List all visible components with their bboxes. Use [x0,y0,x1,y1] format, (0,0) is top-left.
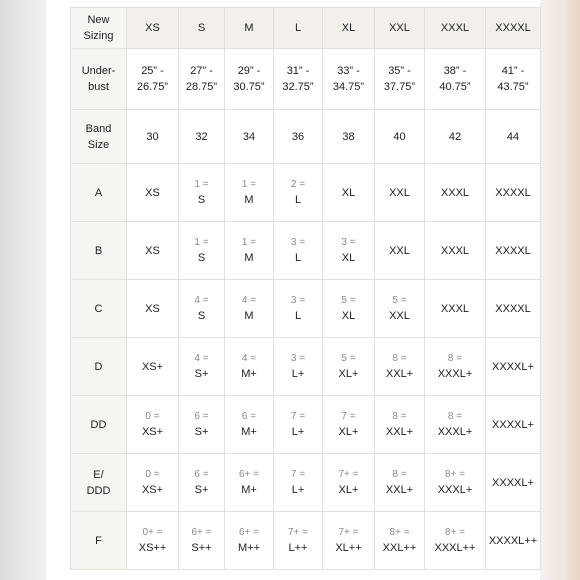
size-cell [225,222,274,280]
sister-size-number: 5 = [341,352,356,364]
size-cell [225,512,274,570]
underbust-cell: 29” - 30.75” [225,49,274,110]
size-cell [375,512,425,570]
size-cell [274,164,323,222]
size-value: XXXXL+ [492,360,534,373]
sister-size-number: 3 = [341,236,356,248]
size-value: S [197,309,206,322]
size-cell [225,396,274,454]
band-size-cell: 40 [375,110,425,164]
size-value: L+ [291,425,305,438]
underbust-row [71,49,541,110]
size-cell [375,454,425,512]
sister-size-number: 6+ = [191,526,212,538]
size-cell [274,222,323,280]
sister-size-number: 7+ = [287,526,309,538]
size-cell [179,222,225,280]
size-value: XXL+ [385,425,414,438]
size-cell [323,222,375,280]
size-value: XXXXL [495,186,531,199]
size-cell [179,280,225,338]
size-value: XS++ [138,541,167,554]
sister-size-number: 6+ = [238,526,260,538]
row-header-band-size: Band Size [71,110,127,164]
size-cell [323,164,375,222]
sister-size-number: 1 = [194,236,209,248]
row-header-new-sizing: New Sizing [71,8,127,49]
cup-label: F [71,512,127,570]
size-cell [225,338,274,396]
background-right [540,0,580,580]
cup-row [71,280,541,338]
sister-size-number: 6+ = [238,468,260,480]
size-cell [274,338,323,396]
cup-row [71,454,541,512]
size-value: M+ [241,367,257,380]
row-header-underbust: Under- bust [71,49,127,110]
sister-size-number: 7 = [290,410,306,422]
size-header: XXXXL [486,8,541,49]
size-value: XXXXL++ [488,534,538,547]
cup-label: B [71,222,127,280]
size-value: XS+ [141,483,164,496]
size-value: XXXL+ [437,483,473,496]
size-value: XXXXL+ [492,418,534,431]
size-value: XXL+ [385,367,414,380]
size-value: S [197,251,206,264]
sister-size-number: 0 = [145,468,160,480]
size-value: M++ [237,541,260,554]
cup-label: DD [71,396,127,454]
size-value: S+ [194,425,209,438]
size-cell [375,396,425,454]
sister-size-number: 4 = [194,294,209,306]
sister-size-number: 8+ = [444,526,466,538]
sister-size-number: 8+ = [389,526,410,538]
size-value: L+ [291,367,305,380]
underbust-cell: 31” - 32.75” [274,49,323,110]
size-cell [225,280,274,338]
size-cell [425,512,486,570]
sister-size-number: 4 = [194,352,209,364]
band-size-cell: 36 [274,110,323,164]
cup-label: E/ DDD [71,454,127,512]
size-cell [486,222,541,280]
header-row [71,8,541,49]
size-cell [486,338,541,396]
sister-size-number: 7+ = [338,468,359,480]
size-value: XL [341,186,356,199]
sister-size-number: 7+ = [338,526,359,538]
size-cell [425,338,486,396]
sister-size-number: 3 = [290,236,306,248]
size-cell [375,280,425,338]
cup-row [71,338,541,396]
size-cell [486,164,541,222]
size-value: XXXXL [495,244,531,257]
sister-size-number: 7 = [290,468,306,480]
size-value: XS [145,244,160,257]
size-value: XL [341,251,356,264]
band-size-cell: 30 [127,110,179,164]
size-cell [127,512,179,570]
size-cell [323,396,375,454]
size-cell [486,512,541,570]
size-cell [425,280,486,338]
underbust-cell: 41” - 43.75” [486,49,541,110]
sister-size-number: 0+ = [142,526,163,538]
size-value: M [244,309,254,322]
size-cell [179,164,225,222]
size-cell [425,222,486,280]
size-cell [274,512,323,570]
size-value: XXXXL+ [492,476,534,489]
size-value: XXL++ [382,541,417,554]
size-cell [179,454,225,512]
size-chart-body [71,8,541,570]
size-cell [486,396,541,454]
underbust-cell: 35” - 37.75” [375,49,425,110]
size-value: XXXL+ [437,367,473,380]
size-value: XS+ [141,360,164,373]
cup-label: A [71,164,127,222]
size-cell [323,512,375,570]
size-value: XXXL+ [437,425,473,438]
size-cell [127,396,179,454]
size-value: XXL+ [385,483,414,496]
size-value: XL++ [335,541,362,554]
size-cell [274,280,323,338]
size-value: XS [145,186,160,199]
sister-size-number: 4 = [241,294,257,306]
size-cell [179,396,225,454]
size-value: S+ [194,367,209,380]
cup-row [71,396,541,454]
size-value: XXXL++ [434,541,476,554]
size-header: XXXL [425,8,486,49]
size-cell [225,164,274,222]
cup-row [71,222,541,280]
size-value: L+ [291,483,305,496]
size-cell [127,222,179,280]
size-value: XXXL [440,302,470,315]
size-value: L [294,193,302,206]
size-cell [323,338,375,396]
size-value: XL+ [338,483,359,496]
sister-size-number: 4 = [241,352,257,364]
size-header: XL [323,8,375,49]
cup-row [71,512,541,570]
size-value: L [294,309,302,322]
size-cell [425,164,486,222]
sister-size-number: 3 = [290,294,306,306]
sister-size-number: 7 = [341,410,356,422]
size-cell [323,454,375,512]
size-cell [127,338,179,396]
sister-size-number: 5 = [392,294,407,306]
band-size-row [71,110,541,164]
size-value: S+ [194,483,209,496]
size-cell [425,396,486,454]
sister-size-number: 1 = [194,178,209,190]
sister-size-number: 0 = [145,410,160,422]
size-chart-table [70,7,541,570]
sister-size-number: 8 = [392,468,407,480]
cup-label: C [71,280,127,338]
size-cell [486,280,541,338]
size-cell [425,454,486,512]
sister-size-number: 5 = [341,294,356,306]
size-header: XS [127,8,179,49]
underbust-cell: 33” - 34.75” [323,49,375,110]
size-value: XXXXL [495,302,531,315]
size-header: S [179,8,225,49]
sister-size-number: 2 = [290,178,306,190]
size-cell [127,280,179,338]
size-value: S++ [191,541,212,554]
size-value: XXXL [440,244,470,257]
size-cell [486,454,541,512]
size-header: XXL [375,8,425,49]
size-value: XXL [389,244,410,257]
cup-label: D [71,338,127,396]
band-size-cell: 32 [179,110,225,164]
size-value: L [294,251,302,264]
size-value: M+ [241,483,257,496]
sister-size-number: 6 = [194,410,209,422]
size-cell [127,454,179,512]
sister-size-number: 8 = [447,352,463,364]
size-value: XL+ [338,425,359,438]
size-cell [127,164,179,222]
size-header: M [225,8,274,49]
size-value: XS+ [141,425,164,438]
sister-size-number: 6 = [241,410,257,422]
sister-size-number: 1 = [241,236,257,248]
sister-size-number: 8 = [447,410,463,422]
band-size-cell: 38 [323,110,375,164]
sister-size-number: 1 = [241,178,257,190]
size-value: M [244,251,254,264]
band-size-cell: 42 [425,110,486,164]
size-header: L [274,8,323,49]
size-value: XL+ [338,367,359,380]
background-left [0,0,48,580]
size-value: L++ [288,541,308,554]
size-value: M+ [241,425,257,438]
band-size-cell: 44 [486,110,541,164]
sister-size-number: 8 = [392,410,407,422]
band-size-cell: 34 [225,110,274,164]
size-value: M [244,193,254,206]
size-cell [274,396,323,454]
sister-size-number: 3 = [290,352,306,364]
underbust-cell: 25” - 26.75” [127,49,179,110]
underbust-cell: 27” - 28.75” [179,49,225,110]
size-cell [375,338,425,396]
sister-size-number: 6 = [194,468,209,480]
size-cell [179,338,225,396]
size-cell [375,222,425,280]
size-value: S [197,193,206,206]
size-value: XXL [389,309,410,322]
size-value: XXL [389,186,410,199]
sister-size-number: 8+ = [444,468,466,480]
size-cell [179,512,225,570]
size-cell [225,454,274,512]
size-value: XL [341,309,356,322]
size-value: XXXL [440,186,470,199]
size-cell [274,454,323,512]
size-value: XS [145,302,160,315]
cup-row [71,164,541,222]
size-cell [323,280,375,338]
underbust-cell: 38” - 40.75” [425,49,486,110]
sister-size-number: 8 = [392,352,407,364]
size-cell [375,164,425,222]
